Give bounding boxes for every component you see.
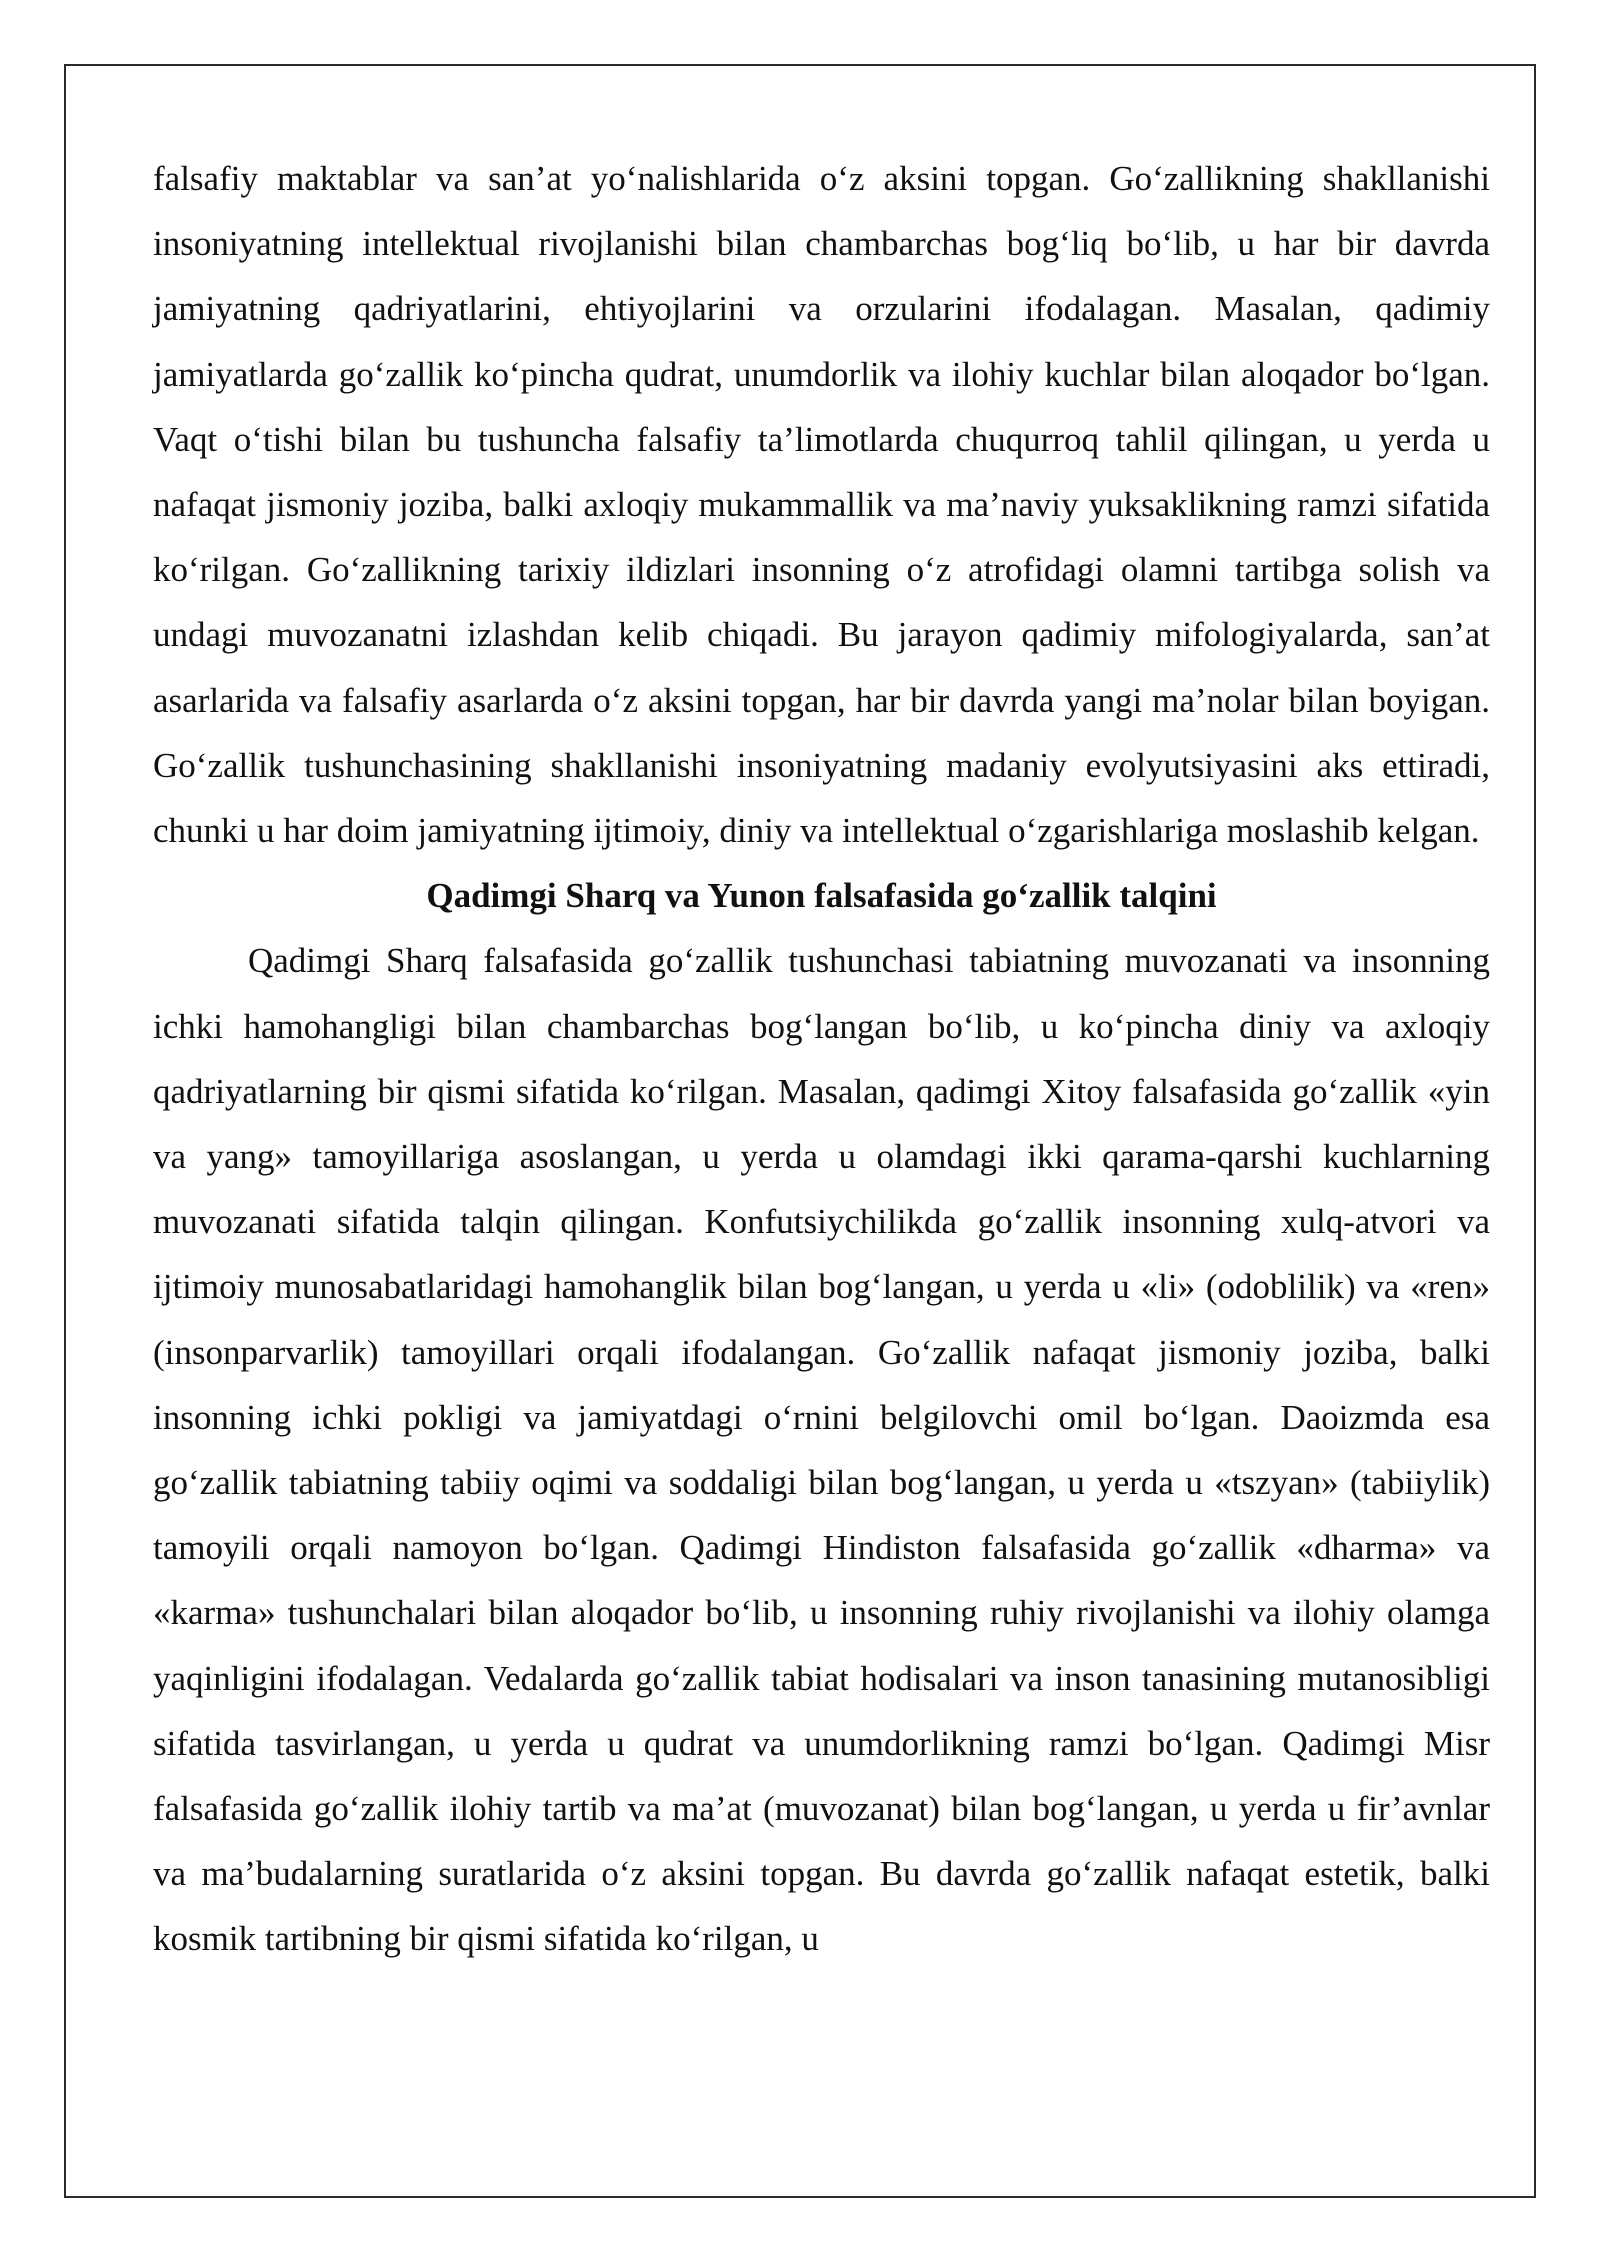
section-heading: Qadimgi Sharq va Yunon falsafasida go‘zallik talqini	[426, 876, 1217, 916]
paragraph-continuation: falsafiy maktablar va san’at yo‘nalishlarida o‘z aksini topgan. Go‘zallikning shakllanishi insoniyatning intellektual rivojlanishi bilan chambarchas bog‘liq bo‘lib, u har bir davrda jamiyatning qadriyatlarini, ehtiyojlarini va orzularini ifodalagan. Masalan, qadimiy jamiyatlarda go‘zallik ko‘pincha qudrat, unumdorlik va ilohiy kuchlar bilan aloqador bo‘lgan. Vaqt o‘tishi bilan bu tushuncha falsafiy ta’limotlarda chuqurroq tahlil qilingan, u yerda u nafaqat jismoniy joziba, balki axloqiy mukammallik va ma’naviy yuksaklikning ramzi sifatida ko‘rilgan. Go‘zallikning tarixiy ildizlari insonning o‘z atrofidagi olamni tartibga solish va undagi muvozanatni izlashdan kelib chiqadi. Bu jarayon qadimiy mifologiyalarda, san’at asarlarida va falsafiy asarlarda o‘z aksini topgan, har bir davrda yangi ma’nolar bilan boyigan. Go‘zallik tushunchasining shakllanishi insoniyatning madaniy evolyutsiyasini aks ettiradi, chunki u har doim jamiyatning ijtimoiy, diniy va intellektual o‘zgarishlariga moslashib kelgan.	[153, 159, 1490, 851]
paragraph-body: Qadimgi Sharq falsafasida go‘zallik tushunchasi tabiatning muvozanati va insonning ichki hamohangligi bilan chambarchas bog‘langan bo‘lib, u ko‘pincha diniy va axloqiy qadriyatlarning bir qismi sifatida ko‘rilgan. Masalan, qadimgi Xitoy falsafasida go‘zallik «yin va yang» tamoyillariga asoslangan, u yerda u olamdagi ikki qarama-qarshi kuchlarning muvozanati sifatida talqin qilingan. Konfutsiychilikda go‘zallik insonning xulq-atvori va ijtimoiy munosabatlaridagi hamohanglik bilan bog‘langan, u yerda u «li» (odoblilik) va «ren» (insonparvarlik) tamoyillari orqali ifodalangan. Go‘zallik nafaqat jismoniy joziba, balki insonning ichki pokligi va jamiyatdagi o‘rnini belgilovchi omil bo‘lgan. Daoizmda esa go‘zallik tabiatning tabiiy oqimi va soddaligi bilan bog‘langan, u yerda u «tszyan» (tabiiylik) tamoyili orqali namoyon bo‘lgan. Qadimgi Hindiston falsafasida go‘zallik «dharma» va «karma» tushunchalari bilan aloqador bo‘lib, u insonning ruhiy rivojlanishi va ilohiy olamga yaqinligini ifodalagan. Vedalarda go‘zallik tabiat hodisalari va inson tanasining mutanosibligi sifatida tasvirlangan, u yerda u qudrat va unumdorlikning ramzi bo‘lgan. Qadimgi Misr falsafasida go‘zallik ilohiy tartib va ma’at (muvozanat) bilan bog‘langan, u yerda u fir’avnlar va ma’budalarning suratlarida o‘z aksini topgan. Bu davrda go‘zallik nafaqat estetik, balki kosmik tartibning bir qismi sifatida ko‘rilgan, u	[153, 941, 1490, 1959]
document-body	[153, 146, 1490, 1972]
